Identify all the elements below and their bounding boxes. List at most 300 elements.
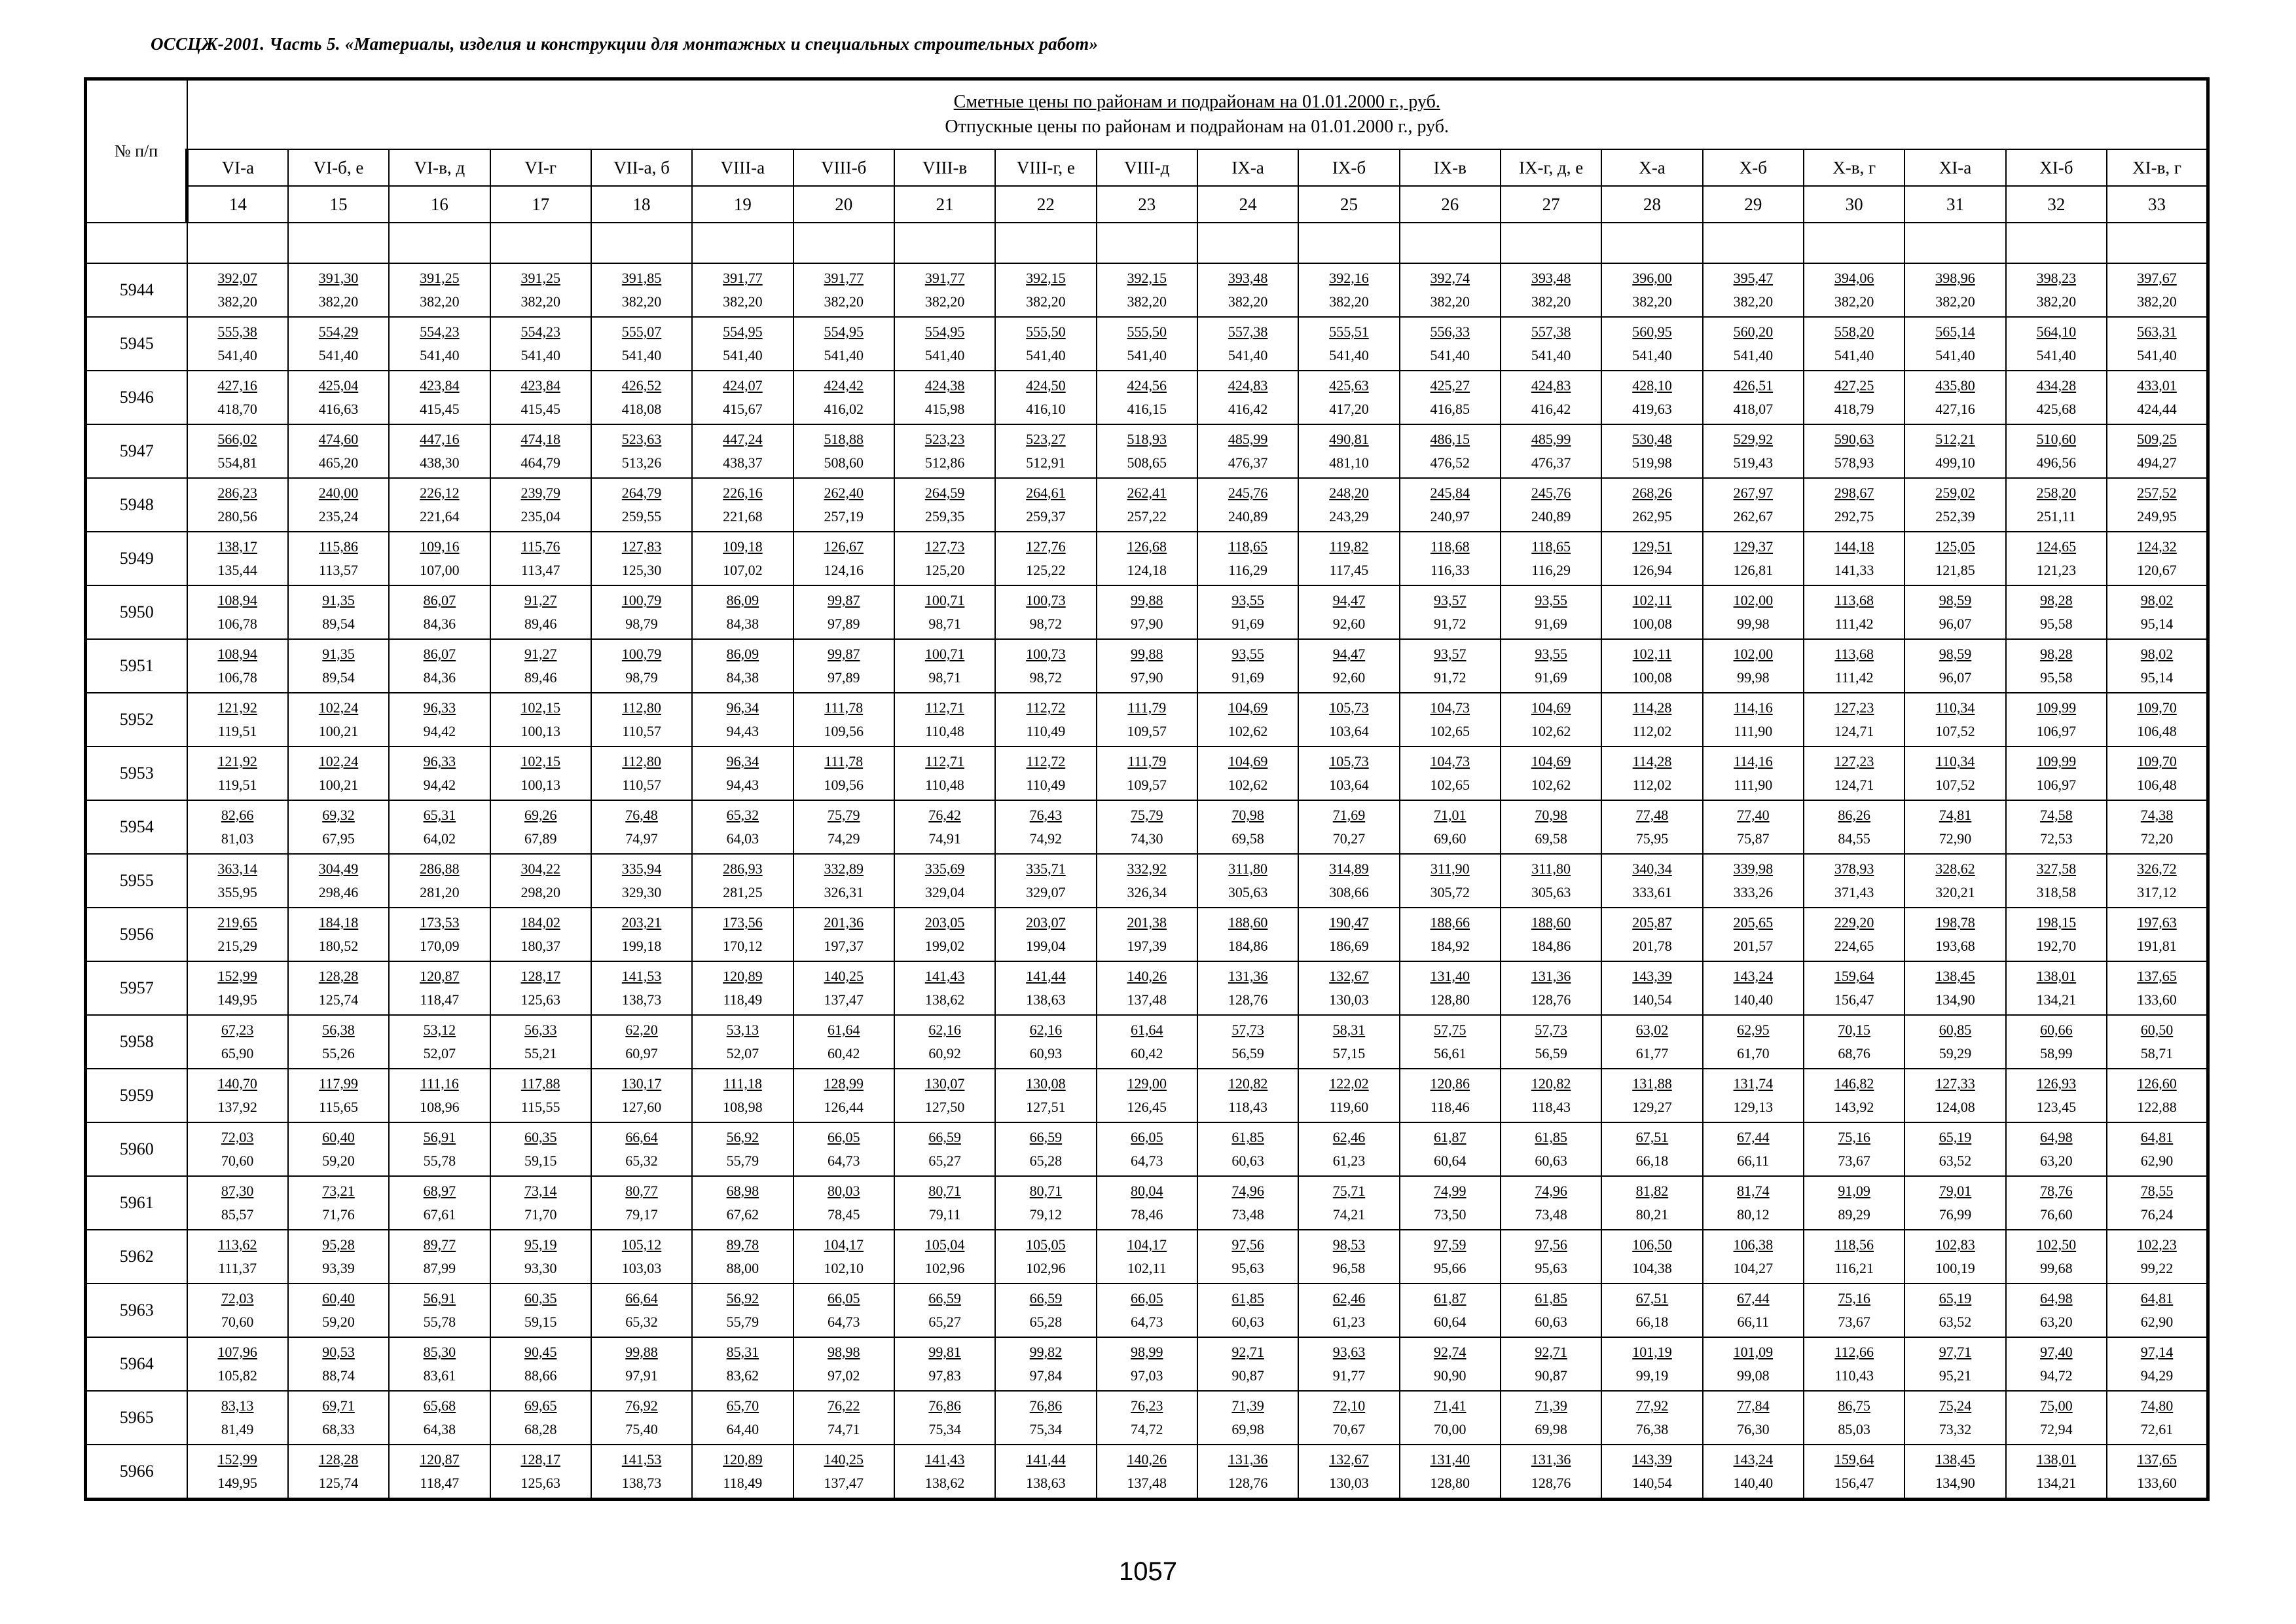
release-price: 88,00 [726,1260,759,1276]
estimated-price: 141,44 [1026,1451,1066,1467]
estimated-price: 311,80 [1228,860,1267,877]
price-cell [187,478,288,532]
estimated-price: 86,26 [1838,807,1870,823]
estimated-price: 120,89 [723,1451,763,1467]
release-price: 107,52 [1935,723,1975,739]
release-price: 382,20 [1026,293,1066,310]
price-cell [2006,478,2107,532]
estimated-price: 555,38 [217,323,257,340]
estimated-prices-title: Сметные цены по районам и подрайонам на 01.01.2000 г., руб. [953,92,1440,112]
estimated-price: 392,07 [217,270,257,286]
estimated-price: 60,35 [524,1129,557,1145]
release-price: 95,63 [1231,1260,1264,1276]
estimated-price: 173,56 [723,914,763,931]
price-cell [1904,424,2005,478]
release-price: 65,32 [625,1314,658,1330]
price-cell [995,1337,1096,1391]
price-cell [1197,854,1298,908]
price-cell [490,424,591,478]
release-price: 118,49 [723,1475,763,1491]
price-cell [490,1337,591,1391]
release-price: 96,07 [1939,616,1972,632]
estimated-price: 98,02 [2140,592,2174,608]
estimated-price: 63,02 [1635,1022,1669,1038]
release-price: 52,07 [726,1045,759,1061]
estimated-price: 74,58 [2040,807,2073,823]
release-price: 100,08 [1632,616,1672,632]
column-index: 15 [288,186,389,223]
price-cell [288,800,389,854]
estimated-price: 117,88 [520,1075,560,1092]
estimated-price: 92,71 [1231,1344,1264,1360]
estimated-price: 56,91 [423,1129,456,1145]
price-cell [490,585,591,639]
price-cell [1197,263,1298,317]
item-number: 5956 [86,908,187,961]
price-cell [995,639,1096,693]
price-cell [1400,693,1501,747]
price-cell [692,1015,793,1069]
price-cell [591,1391,692,1445]
price-cell [692,854,793,908]
release-price: 116,29 [1228,562,1267,578]
release-price: 108,96 [420,1099,460,1115]
release-price: 125,30 [621,562,662,578]
estimated-price: 111,79 [1127,699,1167,716]
estimated-price: 391,77 [924,270,965,286]
price-cell [1904,585,2005,639]
estimated-price: 73,21 [322,1183,355,1199]
price-cell [1097,424,1197,478]
release-price: 55,78 [423,1153,456,1169]
release-price: 513,26 [621,454,662,471]
release-price: 95,58 [2040,669,2073,686]
estimated-price: 104,69 [1531,699,1571,716]
price-cell [2006,371,2107,424]
estimated-price: 57,73 [1231,1022,1264,1038]
column-index: 25 [1298,186,1399,223]
estimated-price: 197,63 [2137,914,2177,931]
blank-cell [894,223,995,263]
release-price: 129,27 [1632,1099,1672,1115]
estimated-price: 152,99 [217,1451,257,1467]
price-cell [1804,1283,1904,1337]
release-price: 134,21 [2036,1475,2077,1491]
release-price: 418,08 [621,401,662,417]
estimated-price: 259,02 [1935,485,1975,501]
release-price: 126,44 [824,1099,864,1115]
estimated-price: 92,71 [1535,1344,1567,1360]
price-cell [1904,1445,2005,1500]
estimated-price: 240,00 [318,485,359,501]
price-cell [692,800,793,854]
price-cell [1501,1176,1601,1230]
price-cell [591,1122,692,1176]
price-cell [1601,1337,1702,1391]
release-price: 184,86 [1228,938,1268,954]
release-price: 108,98 [723,1099,763,1115]
release-price: 65,28 [1029,1314,1063,1330]
estimated-price: 425,04 [318,377,359,394]
estimated-price: 423,84 [420,377,460,394]
region-header: VIII-а [692,149,793,186]
release-price: 91,69 [1231,616,1264,632]
price-cell [894,1337,995,1391]
price-cell [995,1230,1096,1283]
release-price: 121,23 [2036,562,2077,578]
price-cell [1501,1230,1601,1283]
price-cell [389,532,490,585]
estimated-price: 119,82 [1329,538,1369,555]
price-cell [793,585,894,639]
table-row [86,317,2208,371]
release-price: 138,62 [924,1475,965,1491]
price-cell [1804,854,1904,908]
release-price: 128,76 [1531,991,1571,1008]
release-price: 76,30 [1737,1421,1770,1437]
release-price: 95,21 [1939,1367,1972,1384]
release-price: 382,20 [1935,293,1975,310]
price-cell [1298,1069,1399,1122]
price-cell [894,1445,995,1500]
estimated-price: 61,85 [1535,1290,1567,1306]
release-price: 104,27 [1733,1260,1774,1276]
release-price: 138,73 [621,1475,662,1491]
release-price: 125,74 [318,1475,359,1491]
column-index: 33 [2107,186,2208,223]
price-cell [288,478,389,532]
release-price: 91,77 [1332,1367,1366,1384]
estimated-price: 428,10 [1632,377,1672,394]
price-cell [1097,478,1197,532]
estimated-price: 99,88 [1131,592,1163,608]
release-price: 71,76 [322,1206,355,1223]
release-price: 60,63 [1535,1153,1567,1169]
estimated-price: 378,93 [1834,860,1874,877]
price-cell [692,639,793,693]
price-cell [793,747,894,800]
price-cell [1703,1069,1804,1122]
estimated-price: 74,81 [1939,807,1972,823]
estimated-price: 120,89 [723,968,763,984]
price-cell [1804,800,1904,854]
estimated-price: 65,70 [726,1397,759,1414]
release-price: 130,03 [1329,1475,1369,1491]
price-cell [1601,1283,1702,1337]
release-price: 72,53 [2040,830,2073,847]
release-price: 140,54 [1632,1475,1672,1491]
estimated-price: 67,44 [1737,1129,1770,1145]
estimated-price: 91,27 [524,592,557,608]
release-price: 541,40 [1834,347,1874,363]
price-cell [187,1283,288,1337]
estimated-price: 99,88 [1131,646,1163,662]
estimated-price: 105,04 [924,1236,965,1253]
estimated-price: 304,49 [318,860,359,877]
release-price: 184,92 [1430,938,1470,954]
price-cell [2006,961,2107,1015]
estimated-price: 105,73 [1329,699,1369,716]
release-price: 235,04 [520,508,560,525]
estimated-price: 554,23 [520,323,560,340]
table-row [86,1230,2208,1283]
release-price: 107,02 [723,562,763,578]
estimated-price: 118,65 [1531,538,1571,555]
price-cell [1298,854,1399,908]
release-price: 382,20 [1430,293,1470,310]
estimated-price: 391,77 [723,270,763,286]
estimated-price: 143,39 [1632,1451,1672,1467]
price-cell [187,371,288,424]
release-price: 326,34 [1127,884,1167,900]
price-cell [692,424,793,478]
price-cell [995,1445,1096,1500]
price-cell [1703,478,1804,532]
estimated-price: 104,69 [1228,753,1268,769]
estimated-price: 565,14 [1935,323,1975,340]
release-price: 252,39 [1935,508,1975,525]
estimated-price: 128,28 [318,1451,359,1467]
release-price: 496,56 [2036,454,2077,471]
estimated-price: 71,01 [1434,807,1467,823]
estimated-price: 124,32 [2137,538,2177,555]
release-price: 130,03 [1329,991,1369,1008]
release-price: 541,40 [520,347,560,363]
release-price: 105,82 [217,1367,257,1384]
estimated-price: 523,27 [1026,431,1066,447]
estimated-price: 427,25 [1834,377,1874,394]
estimated-price: 555,07 [621,323,662,340]
price-cell [2006,693,2107,747]
estimated-price: 394,06 [1834,270,1874,286]
release-price: 99,19 [1635,1367,1669,1384]
release-price: 110,49 [1026,723,1066,739]
price-cell [187,693,288,747]
release-price: 67,61 [423,1206,456,1223]
price-cell [1601,424,1702,478]
release-price: 98,79 [625,616,658,632]
price-cell [1501,747,1601,800]
release-price: 97,89 [827,616,860,632]
release-price: 73,67 [1838,1153,1870,1169]
release-price: 251,11 [2037,508,2076,525]
estimated-price: 554,23 [420,323,460,340]
region-header: X-а [1601,149,1702,186]
estimated-price: 61,64 [827,1022,860,1038]
price-cell [187,1391,288,1445]
release-price: 113,57 [319,562,358,578]
estimated-price: 69,26 [524,807,557,823]
estimated-price: 74,80 [2140,1397,2174,1414]
estimated-price: 363,14 [217,860,257,877]
price-cell [591,747,692,800]
price-cell [894,639,995,693]
price-cell [2006,908,2107,961]
release-price: 465,20 [318,454,359,471]
release-price: 74,29 [827,830,860,847]
estimated-price: 190,47 [1329,914,1369,931]
price-cell [187,961,288,1015]
price-cell [894,1015,995,1069]
release-price: 79,12 [1029,1206,1063,1223]
price-cell [1904,961,2005,1015]
price-cell [1804,1230,1904,1283]
estimated-price: 76,43 [1029,807,1063,823]
estimated-price: 328,62 [1935,860,1975,877]
price-cell [1703,908,1804,961]
estimated-price: 98,99 [1131,1344,1163,1360]
release-price: 112,02 [1632,777,1672,793]
estimated-price: 76,92 [625,1397,658,1414]
estimated-price: 114,16 [1733,699,1773,716]
price-cell [1904,747,2005,800]
estimated-price: 78,55 [2140,1183,2174,1199]
estimated-price: 131,74 [1733,1075,1774,1092]
release-price: 201,57 [1733,938,1774,954]
release-price: 281,25 [723,884,763,900]
estimated-price: 121,92 [217,699,257,716]
price-cell [490,908,591,961]
estimated-price: 554,95 [824,323,864,340]
price-cell [793,1445,894,1500]
release-price: 75,34 [1029,1421,1063,1437]
price-cell [1501,1445,1601,1500]
price-cell [1703,693,1804,747]
price-cell [187,1015,288,1069]
blank-cell [1501,223,1601,263]
price-cell [894,1230,995,1283]
price-cell [995,1283,1096,1337]
estimated-price: 97,40 [2040,1344,2073,1360]
release-price: 329,04 [924,884,965,900]
estimated-price: 286,88 [420,860,460,877]
estimated-price: 128,17 [520,968,560,984]
price-cell [995,263,1096,317]
release-price: 541,40 [723,347,763,363]
price-cell [1097,1122,1197,1176]
release-price: 70,67 [1332,1421,1366,1437]
blank-cell [591,223,692,263]
estimated-price: 82,66 [221,807,254,823]
column-index: 19 [692,186,793,223]
column-index: 17 [490,186,591,223]
price-cell [2107,1391,2208,1445]
price-cell [793,1176,894,1230]
release-price: 76,38 [1635,1421,1669,1437]
price-cell [1501,693,1601,747]
estimated-price: 104,73 [1430,753,1470,769]
estimated-price: 80,71 [928,1183,961,1199]
price-cell [1298,639,1399,693]
price-cell [1097,1445,1197,1500]
price-cell [1097,908,1197,961]
estimated-price: 66,64 [625,1129,658,1145]
price-cell [490,1391,591,1445]
price-cell [1601,1445,1702,1500]
estimated-price: 332,89 [824,860,864,877]
price-cell [2006,854,2107,908]
estimated-price: 114,28 [1632,699,1672,716]
price-cell [490,263,591,317]
price-cell [1298,532,1399,585]
table-row [86,1445,2208,1500]
price-cell [1601,532,1702,585]
release-price: 170,09 [420,938,460,954]
release-price: 438,37 [723,454,763,471]
estimated-price: 327,58 [2036,860,2077,877]
release-price: 80,21 [1635,1206,1669,1223]
estimated-price: 104,17 [1127,1236,1167,1253]
release-price: 64,02 [423,830,456,847]
estimated-price: 60,40 [322,1129,355,1145]
estimated-price: 86,07 [423,592,456,608]
price-cell [1197,1230,1298,1283]
price-cell [793,961,894,1015]
price-cell [894,478,995,532]
price-cell [389,961,490,1015]
estimated-price: 79,01 [1939,1183,1972,1199]
table-row [86,263,2208,317]
estimated-price: 138,01 [2036,968,2077,984]
estimated-price: 64,98 [2040,1129,2073,1145]
region-header: IX-а [1197,149,1298,186]
estimated-price: 127,73 [924,538,965,555]
release-price: 116,33 [1430,562,1470,578]
release-price: 110,48 [925,723,964,739]
price-cell [1804,424,1904,478]
price-cell [1703,961,1804,1015]
estimated-price: 518,93 [1127,431,1167,447]
price-cell [1197,961,1298,1015]
estimated-price: 110,34 [1935,753,1975,769]
price-cell [1804,585,1904,639]
release-price: 57,15 [1332,1045,1366,1061]
estimated-price: 391,25 [420,270,460,286]
release-price: 240,89 [1531,508,1571,525]
estimated-price: 97,59 [1434,1236,1467,1253]
price-cell [490,1230,591,1283]
estimated-price: 424,38 [924,377,965,394]
release-price: 122,88 [2137,1099,2177,1115]
price-cell [1601,1069,1702,1122]
table-row [86,532,2208,585]
price-cell [2107,639,2208,693]
release-price: 76,24 [2140,1206,2174,1223]
item-number: 5958 [86,1015,187,1069]
estimated-price: 304,22 [520,860,560,877]
price-cell [1703,1283,1804,1337]
release-price: 74,71 [827,1421,860,1437]
estimated-price: 111,78 [824,753,864,769]
estimated-price: 512,21 [1935,431,1975,447]
release-price: 382,20 [621,293,662,310]
release-price: 89,29 [1838,1206,1870,1223]
estimated-price: 65,19 [1939,1290,1972,1306]
release-price: 60,97 [625,1045,658,1061]
estimated-price: 486,15 [1430,431,1470,447]
price-cell [2107,908,2208,961]
price-cell [389,1122,490,1176]
release-price: 541,40 [1127,347,1167,363]
estimated-price: 131,88 [1632,1075,1672,1092]
estimated-price: 423,84 [520,377,560,394]
price-cell [1601,1015,1702,1069]
price-cell [995,585,1096,639]
estimated-price: 98,59 [1939,646,1972,662]
estimated-price: 65,31 [423,807,456,823]
estimated-price: 98,53 [1332,1236,1366,1253]
estimated-price: 485,99 [1531,431,1571,447]
